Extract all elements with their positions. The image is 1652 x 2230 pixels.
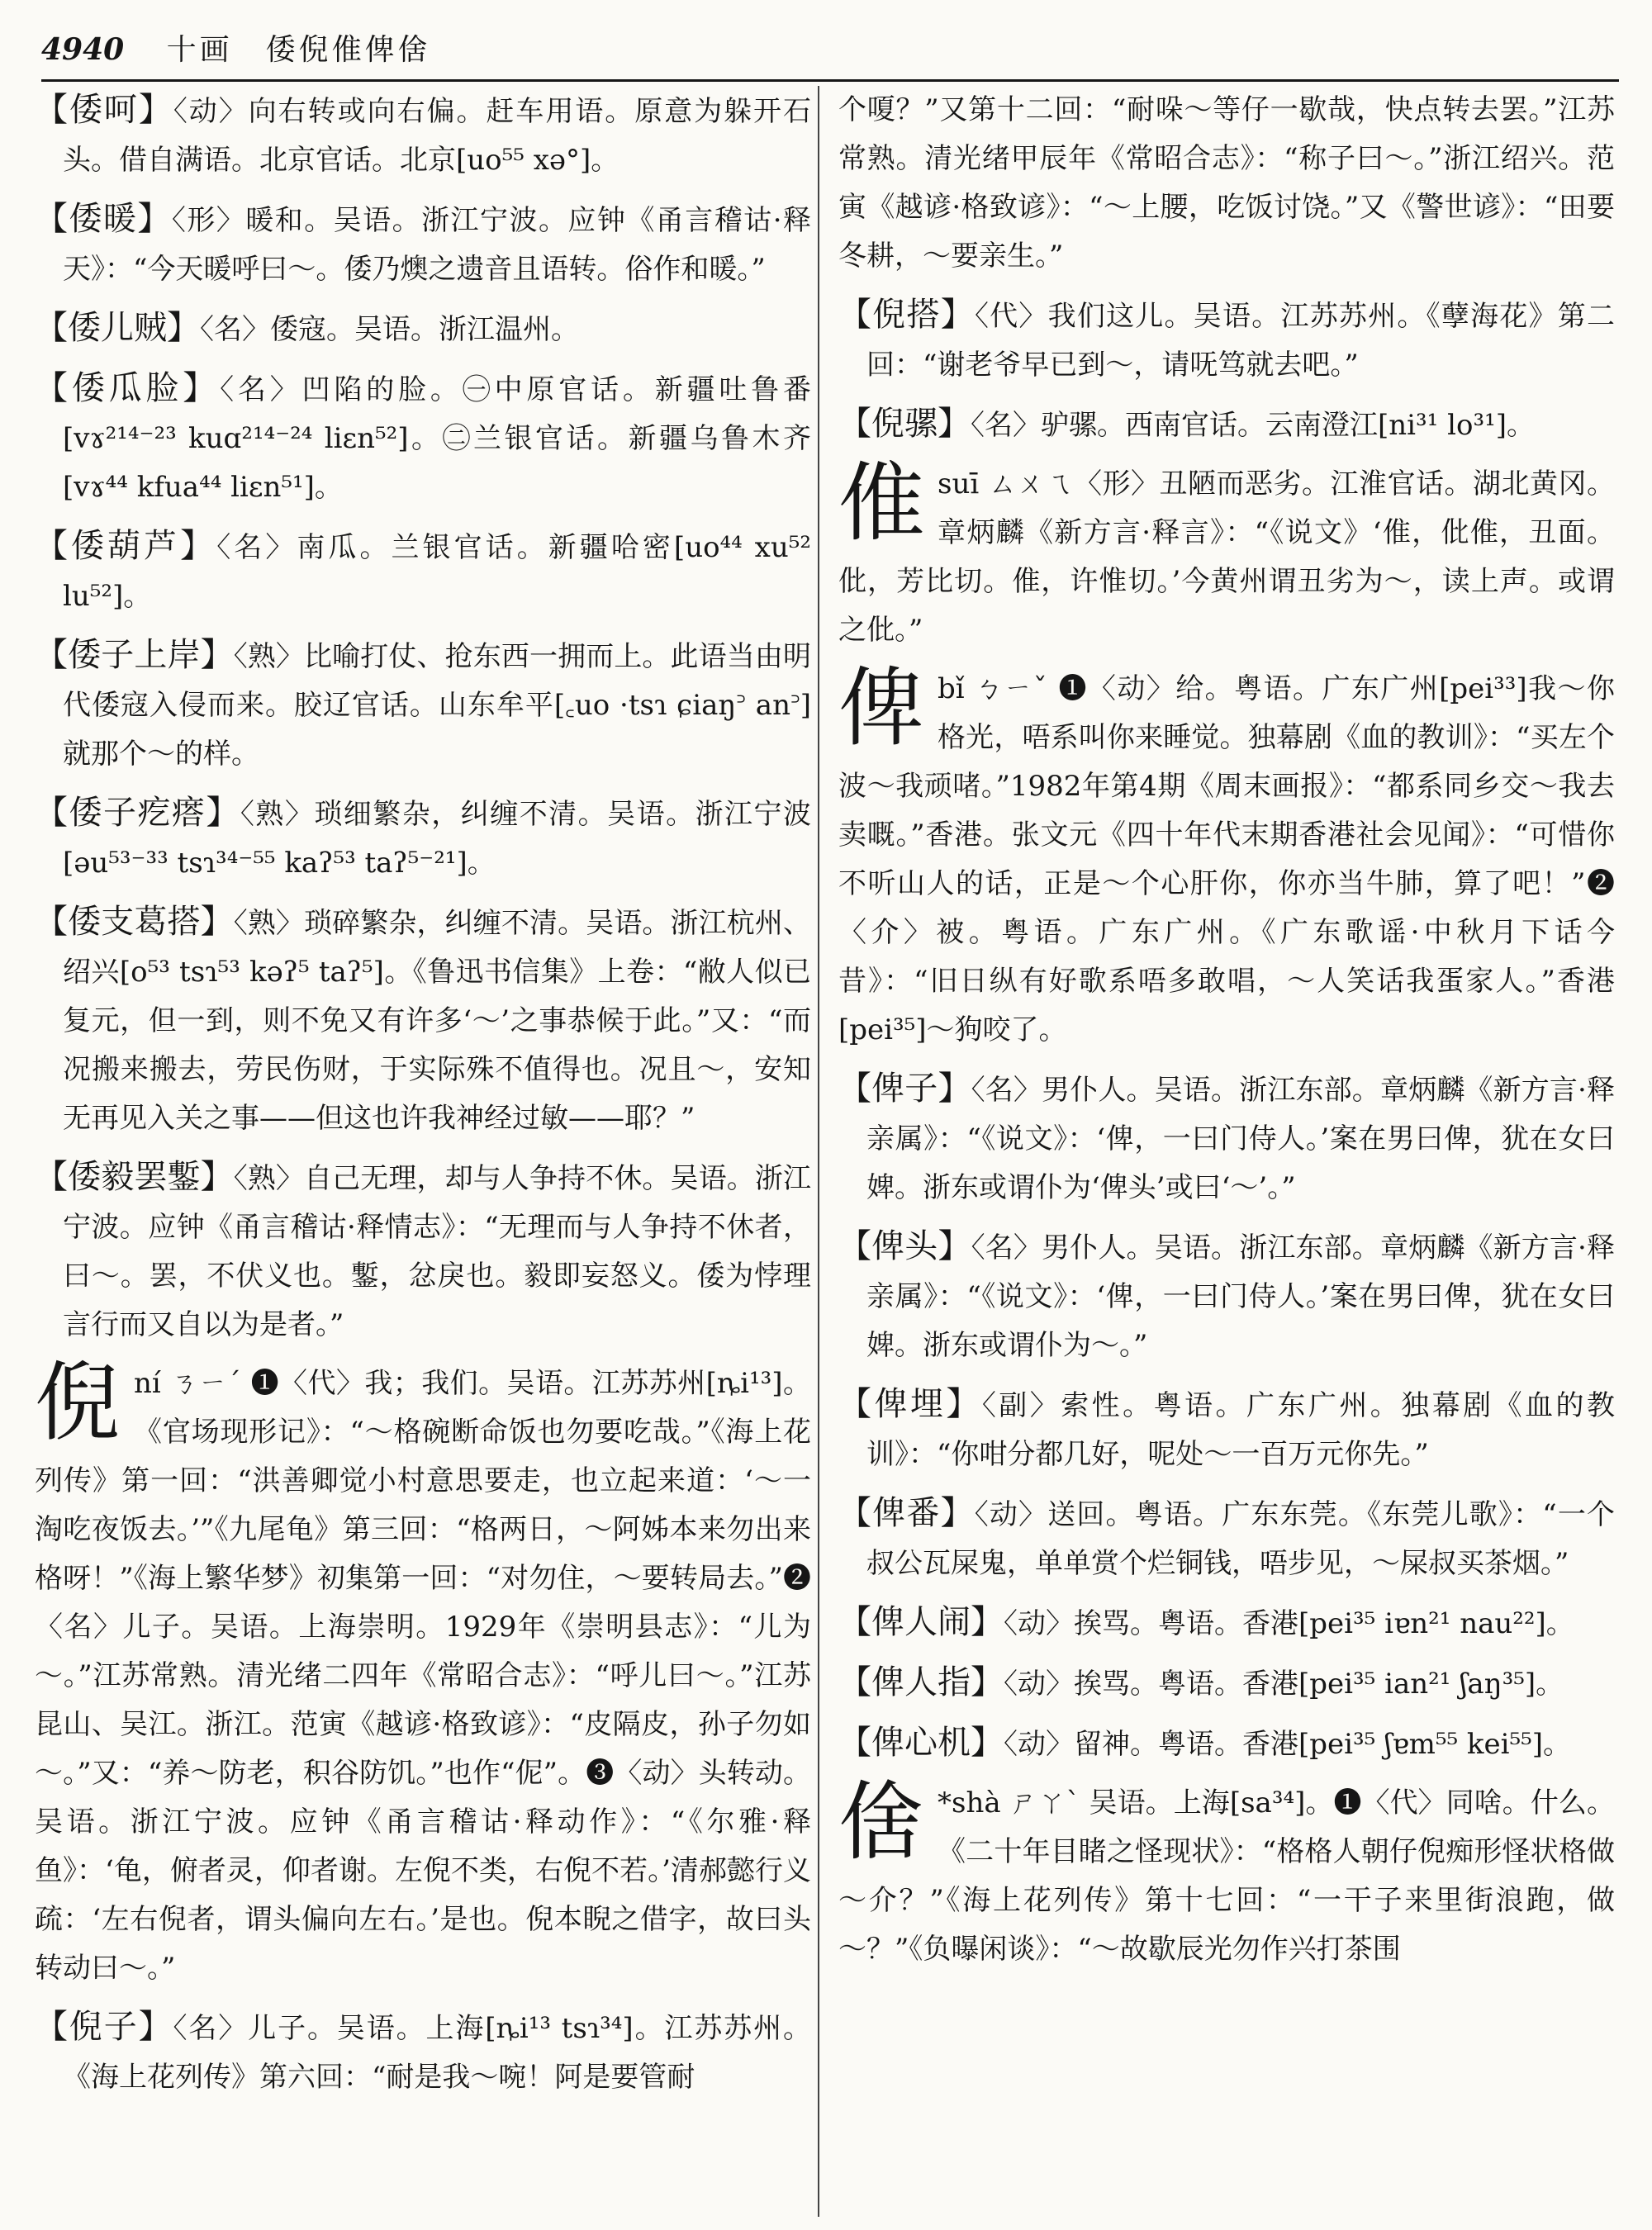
entry-headword: 【俾头】 (838, 1227, 971, 1265)
entry-text: 〈形〉暖和。吴语。浙江宁波。应钟《甬言稽诂·释天》：“今天暖呼曰～。倭乃燠之遗音且语转。俗作和暖。” (63, 204, 811, 286)
dictionary-entry (838, 1598, 1615, 1649)
entry-text: 〈动〉挨骂。粤语。香港[pei³⁵ iɐn²¹ nau²²]。 (1004, 1607, 1574, 1640)
entry-headword: 【俾心机】 (838, 1724, 1004, 1762)
entry-text: 〈名〉男仆人。吴语。浙江东部。章炳麟《新方言·释亲属》：“《说文》：‘俾，一曰门侍人。’案在男曰俾，犹在女曰婢。浙东或谓仆为‘俾头’或曰‘～’。” (866, 1074, 1615, 1204)
dictionary-entry (838, 1380, 1615, 1479)
dictionary-entry (35, 898, 811, 1143)
entry-text: 〈名〉倭寇。吴语。浙江温州。 (200, 313, 579, 346)
entry-headword: 【倭儿贼】 (35, 309, 200, 347)
entry-headword: 【俾子】 (838, 1070, 971, 1108)
column-divider (818, 86, 819, 2217)
entry-headword: 【倭子上岸】 (35, 636, 234, 674)
dictionary-entry (35, 1153, 811, 1350)
head-character: 倪 (35, 1352, 121, 1453)
entry-text: suī ㄙㄨㄟ〈形〉丑陋而恶劣。江淮官话。湖北黄冈。章炳麟《新方言·释言》：“《说文》‘倠，仳倠，丑面。仳，芳比切。倠，许惟切。’今黄州谓丑劣为～，读上声。或谓之仳。” (838, 467, 1615, 647)
header-title: 十画 倭倪倠俾倽 (166, 33, 431, 67)
character-entry (838, 453, 1615, 655)
entry-headword: 【倭暖】 (35, 200, 172, 238)
entry-headword: 【倭葫芦】 (35, 527, 217, 565)
entry-headword: 【俾人闹】 (838, 1603, 1004, 1641)
dictionary-entry (838, 1658, 1615, 1709)
entry-text: 个嗄？”又第十二回：“耐哚～等仔一歇哉，快点转去罢。”江苏常熟。清光绪甲辰年《常昭合志》：“称子曰～。”浙江绍兴。范寅《越谚·格致谚》：“～上腰，吃饭讨饶。”又《警世谚》：“田要冬耕，～要亲生。” (838, 93, 1615, 273)
dictionary-entry (35, 789, 811, 888)
head-character: 倽 (838, 1772, 925, 1872)
header-rule (41, 79, 1619, 82)
dictionary-entry (838, 400, 1615, 450)
left-column (35, 86, 811, 2217)
character-entry (838, 1772, 1615, 1974)
entry-text: 〈熟〉琐细繁杂，纠缠不清。吴语。浙江宁波[əu⁵³⁻³³ tsɿ³⁴⁻⁵⁵ kaʔ⁵³ taʔ⁵⁻²¹]。 (63, 798, 811, 880)
dictionary-entry (838, 1489, 1615, 1588)
dictionary-entry (35, 195, 811, 294)
entry-text: 〈名〉凹陷的脸。㊀中原官话。新疆吐鲁番[vɤ²¹⁴⁻²³ kuɑ²¹⁴⁻²⁴ liɛn⁵²]。㊁兰银官话。新疆乌鲁木齐[vɤ⁴⁴ kfua⁴⁴ liɛn⁵¹]。 (63, 373, 811, 504)
dictionary-entry (35, 86, 811, 185)
entry-text: 〈代〉我们这儿。吴语。江苏苏州。《孽海花》第二回：“谢老爷早已到～，请呒笃就去吧。” (866, 300, 1615, 382)
entry-text: 〈动〉送回。粤语。广东东莞。《东莞儿歌》：“一个叔公瓦屎鬼，单单赏个烂铜钱，唔步见，～屎叔买茶烟。” (866, 1498, 1615, 1580)
entry-text: bǐ ㄅㄧˇ ❶〈动〉给。粤语。广东广州[pei³³]我～你格光，唔系叫你来睡觉。独幕剧《血的教训》：“买左个波～我顽啫。”1982年第4期《周末画报》：“都系同乡交～我去卖嘅。”香港。张文元《四十年代末期香港社会见闻》：“可惜你不听山人的话，正是～个心肝你，你亦当牛肺，算了吧！”❷〈介〉被。粤语。广东广州。《广东歌谣·中秋月下话今昔》：“旧日纵有好歌系唔多敢唱，～人笑话我蛋家人。”香港[pei³⁵]～狗咬了。 (838, 672, 1615, 1046)
right-column (838, 86, 1615, 2217)
head-character: 俾 (838, 657, 925, 758)
entry-text: 〈名〉男仆人。吴语。浙江东部。章炳麟《新方言·释亲属》：“《说文》：‘俾，一曰门侍人。’案在男曰俾，犹在女曰婢。浙东或谓仆为～。” (866, 1231, 1615, 1362)
dictionary-entry (838, 291, 1615, 390)
dictionary-entry (838, 1719, 1615, 1769)
entry-text: 〈熟〉自己无理，却与人争持不休。吴语。浙江宁波。应钟《甬言稽诂·释情志》：“无理而与人争持不休者，曰～。罢，不伏义也。鏨，忿戾也。毅即妄怒义。倭为悖理言行而又自以为是者。” (63, 1162, 811, 1341)
entry-headword: 【倪子】 (35, 2008, 173, 2046)
entry-headword: 【俾番】 (838, 1494, 975, 1532)
character-entry (35, 1352, 811, 1993)
entry-headword: 【倭呵】 (35, 91, 173, 129)
entry-text: 〈副〉索性。粤语。广东广州。独幕剧《血的教训》：“你咁分都几好，呢处～一百万元你先。” (866, 1389, 1615, 1471)
entry-text: 〈动〉留神。粤语。香港[pei³⁵ ʃɐm⁵⁵ kei⁵⁵]。 (1004, 1728, 1572, 1761)
entry-text: 〈名〉儿子。吴语。上海[ȵi¹³ tsɿ³⁴]。江苏苏州。《海上花列传》第六回：“耐是我～啘！阿是要管耐 (63, 2012, 811, 2094)
entry-text: 〈熟〉比喻打仗、抢东西一拥而上。此语当由明代倭寇入侵而来。胶辽官话。山东牟平[꜀uo ·tsɿ ɕiaŋ꜄ an꜄]就那个～的样。 (63, 640, 811, 771)
entry-headword: 【倭毅罢鏨】 (35, 1158, 234, 1196)
entry-headword: 【倪搭】 (838, 296, 975, 334)
dictionary-entry (838, 1065, 1615, 1212)
entry-headword: 【倭子疙瘩】 (35, 794, 240, 832)
dictionary-entry (838, 1222, 1615, 1370)
entry-text: 〈动〉挨骂。粤语。香港[pei³⁵ ian²¹ ʃaŋ³⁵]。 (1004, 1668, 1564, 1701)
entry-text: *shà ㄕㄚˋ 吴语。上海[sa³⁴]。❶〈代〉同啥。什么。《二十年目睹之怪现状》：“格格人朝仔倪痴形怪状格做～介？”《海上花列传》第十七回：“一干子来里街浪跑，做～？”《负曝闲谈》：“～故歇辰光勿作兴打茶围 (838, 1786, 1615, 1966)
entry-text: 〈熟〉琐碎繁杂，纠缠不清。吴语。浙江杭州、绍兴[o⁵³ tsɿ⁵³ kəʔ⁵ taʔ⁵]。《鲁迅书信集》上卷：“敝人似已复元，但一到，则不免又有许多‘～’之事恭候于此。”又：“而况搬来搬去，劳民伤财，于实际殊不值得也。况且～，安知无再见入关之事——但这也许我神经过敏——耶？” (63, 907, 811, 1135)
entry-headword: 【倭支葛搭】 (35, 903, 234, 941)
entry-headword: 【俾埋】 (838, 1385, 982, 1423)
dictionary-entry (35, 631, 811, 779)
entry-headword: 【俾人指】 (838, 1663, 1004, 1701)
entry-text: 〈动〉向右转或向右偏。赶车用语。原意为躲开石头。借自满语。北京官话。北京[uo⁵⁵ xə°]。 (63, 95, 811, 177)
dictionary-entry (35, 522, 811, 621)
head-character: 倠 (838, 453, 925, 553)
entry-headword: 【倪骡】 (838, 405, 971, 443)
page-number: 4940 (41, 32, 125, 67)
dictionary-entry (35, 2003, 811, 2102)
dictionary-entry (35, 364, 811, 512)
page-header (41, 25, 1611, 74)
character-entry (838, 657, 1615, 1055)
entry-continuation (838, 86, 1615, 281)
entry-text: ní ㄋㄧˊ ❶〈代〉我；我们。吴语。江苏苏州[ȵi¹³]。《官场现形记》：“～格碗断命饭也勿要吃哉。”《海上花列传》第一回：“洪善卿觉小村意思要走，也立起来道：‘～一淘吃夜饭去。’”《九尾龟》第三回：“格两日，～阿姊本来勿出来格呀！”《海上繁华梦》初集第一回：“对勿住，～要转局去。”❷〈名〉儿子。吴语。上海崇明。1929年《崇明县志》：“儿为～。”江苏常熟。清光绪二四年《常昭合志》：“呼儿曰～。”江苏昆山、吴江。浙江。范寅《越谚·格致谚》：“皮隔皮，孙子勿如～。”又：“养～防老，积谷防饥。”也作“伲”。❸〈动〉头转动。吴语。浙江宁波。应钟《甬言稽诂·释动作》：“《尔雅·释鱼》：‘龟，俯者灵，仰者谢。左倪不类，右倪不若。’清郝懿行义疏：‘左右倪者，谓头偏向左右。’是也。倪本睨之借字，故曰头转动曰～。” (35, 1367, 811, 1985)
entry-headword: 【倭瓜脸】 (35, 369, 221, 407)
entry-text: 〈名〉南瓜。兰银官话。新疆哈密[uo⁴⁴ xu⁵² lu⁵²]。 (63, 531, 811, 613)
dictionary-entry (35, 304, 811, 354)
entry-text: 〈名〉驴骡。西南官话。云南澄江[ni³¹ lo³¹]。 (971, 409, 1535, 442)
